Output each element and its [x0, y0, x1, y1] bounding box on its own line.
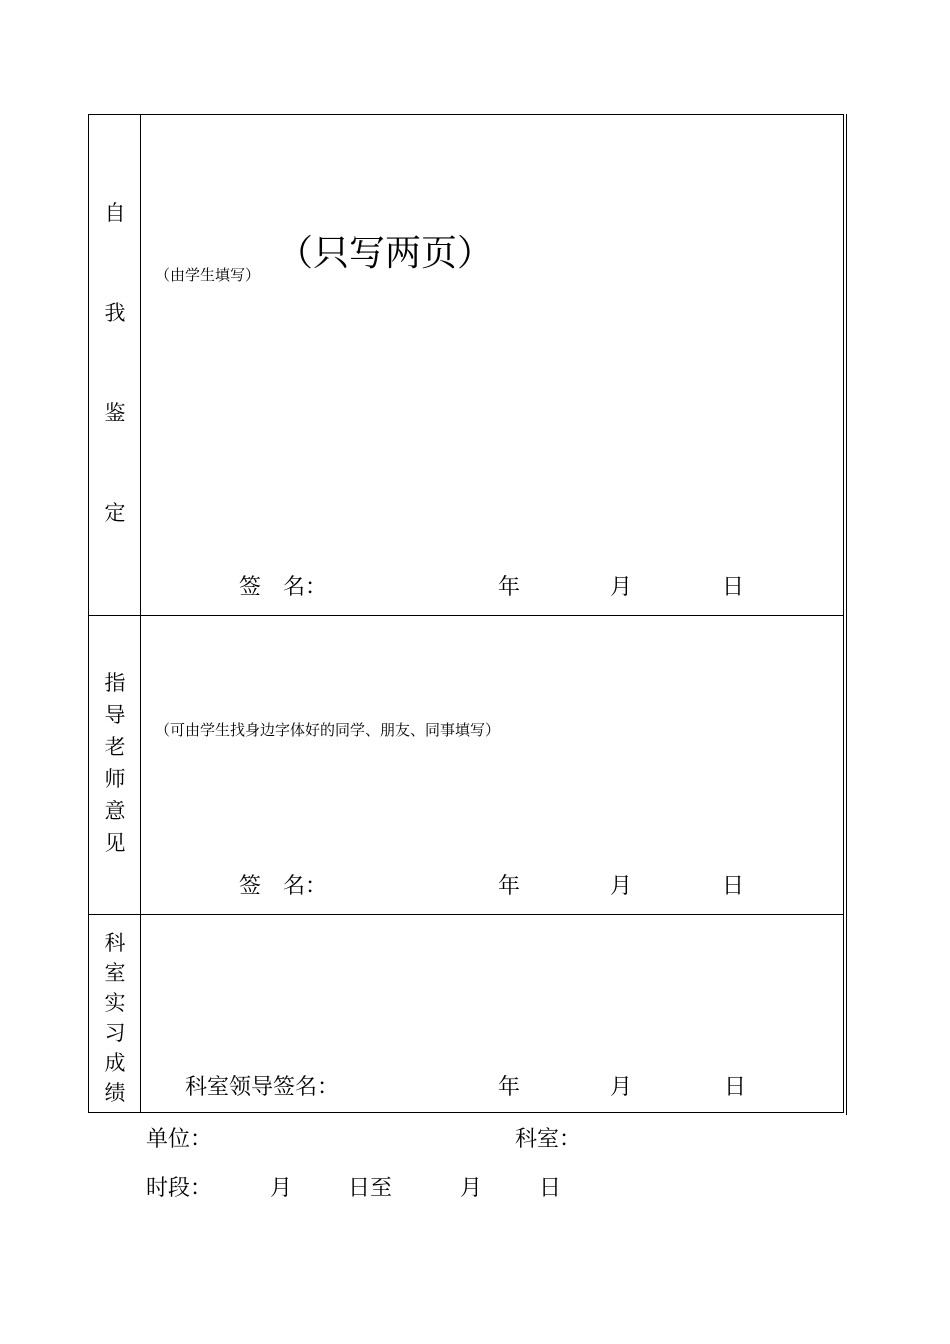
period-label: 时段： — [146, 1176, 213, 1201]
period-start-month: 月 — [270, 1176, 293, 1201]
label-char: 科 — [104, 931, 126, 955]
dept-month-label: 月 — [610, 1075, 633, 1100]
label-char: 师 — [104, 767, 126, 791]
self-day-label: 日 — [722, 575, 745, 600]
self-signature-label: 签 名： — [239, 575, 328, 600]
student-fill-note: （由学生填写） — [155, 266, 261, 284]
label-char: 我 — [104, 301, 126, 325]
label-char: 习 — [104, 1021, 126, 1045]
dept-year-label: 年 — [498, 1075, 521, 1100]
label-char: 意 — [104, 799, 126, 823]
evaluation-form-table — [88, 114, 844, 1113]
label-char: 见 — [104, 831, 126, 855]
period-start-day-to: 日至 — [348, 1176, 393, 1201]
row-divider-1 — [89, 615, 843, 616]
classmate-fill-note: （可由学生找身边字体好的同学、朋友、同事填写） — [155, 721, 501, 739]
label-char: 室 — [104, 961, 126, 985]
department-grade-label — [89, 928, 141, 1108]
self-month-label: 月 — [610, 575, 633, 600]
department-label: 科室： — [515, 1127, 582, 1152]
dept-day-label: 日 — [724, 1075, 747, 1100]
period-end-month: 月 — [460, 1176, 483, 1201]
instructor-signature-label: 签 名： — [239, 874, 328, 899]
label-char: 鉴 — [104, 401, 126, 425]
instructor-day-label: 日 — [722, 874, 745, 899]
label-char: 指 — [104, 671, 126, 695]
unit-label: 单位： — [146, 1127, 213, 1152]
label-char: 定 — [104, 501, 126, 525]
label-char: 绩 — [104, 1081, 126, 1105]
instructor-year-label: 年 — [498, 874, 521, 899]
instructor-opinion-label — [89, 667, 141, 859]
self-evaluation-label — [89, 197, 141, 597]
label-char: 导 — [104, 703, 126, 727]
period-end-day: 日 — [539, 1176, 562, 1201]
instructor-month-label: 月 — [610, 874, 633, 899]
row-divider-2 — [89, 914, 843, 915]
label-char: 成 — [104, 1051, 126, 1075]
dept-leader-signature-label: 科室领导签名： — [185, 1075, 340, 1100]
label-char: 老 — [104, 735, 126, 759]
label-char: 自 — [104, 201, 126, 225]
self-year-label: 年 — [498, 575, 521, 600]
label-char: 实 — [104, 991, 126, 1015]
two-pages-only-note: （只写两页） — [277, 233, 494, 274]
